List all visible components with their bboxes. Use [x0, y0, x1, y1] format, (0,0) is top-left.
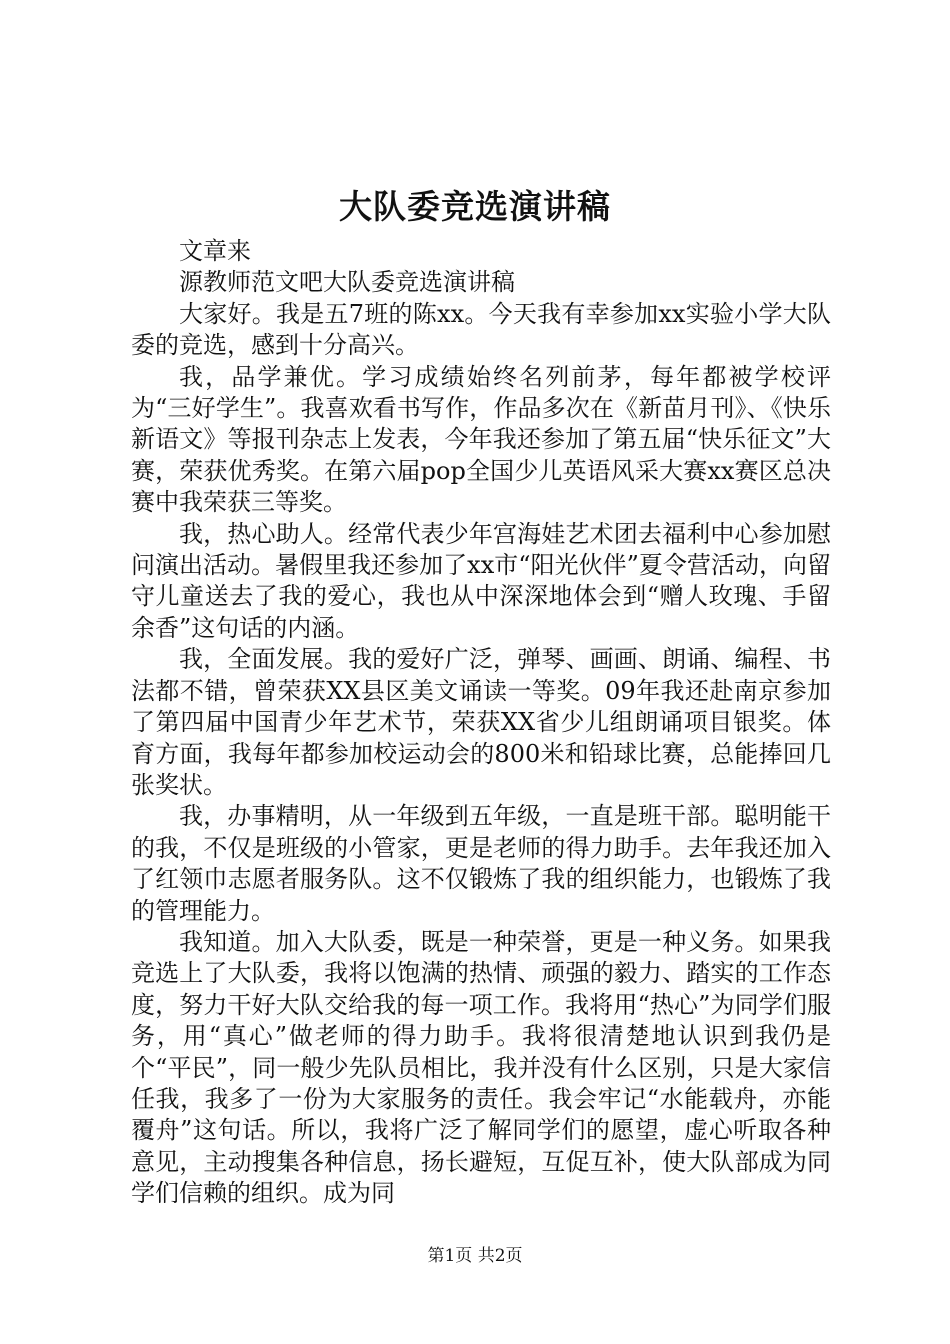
paragraph: 我，全面发展。我的爱好广泛，弹琴、画画、朗诵、编程、书法都不错，曾荣获XX县区美文诵读一等奖。09年我还赴南京参加了第四届中国青少年艺术节，荣获XX省少儿组朗诵项目银奖。体育方面，我每年都参加校运动会的800米和铅球比赛，总能捧回几张奖状。: [131, 645, 831, 799]
paragraph: 我，办事精明，从一年级到五年级，一直是班干部。聪明能干的我，不仅是班级的小管家，更是老师的得力助手。去年我还加入了红领巾志愿者服务队。这不仅锻炼了我的组织能力，也锻炼了我的管理能力。: [131, 802, 831, 925]
document-body: [131, 236, 831, 1210]
paragraph: 源教师范文吧大队委竞选演讲稿: [179, 268, 515, 297]
paragraph: 我知道。加入大队委，既是一种荣誉，更是一种义务。如果我竞选上了大队委，我将以饱满的热情、顽强的毅力、踏实的工作态度，努力干好大队交给我的每一项工作。我将用“热心”为同学们服务，用“真心”做老师的得力助手。我将很清楚地认识到我仍是个“平民”，同一般少先队员相比，我并没有什么区别，只是大家信任我，我多了一份为大家服务的责任。我会牢记“水能载舟，亦能覆舟”这句话。所以，我将广泛了解同学们的愿望，虚心听取各种意见，主动搜集各种信息，扬长避短，互促互补，使大队部成为同学们信赖的组织。成为同: [131, 927, 831, 1208]
paragraph: 大家好。我是五7班的陈xx。今天我有幸参加xx实验小学大队委的竞选，感到十分高兴。: [131, 299, 831, 360]
document-title: 大队委竞选演讲稿: [339, 187, 611, 226]
paragraph: 我，热心助人。经常代表少年宫海娃艺术团去福利中心参加慰问演出活动。暑假里我还参加了xx市“阳光伙伴”夏令营活动，向留守儿童送去了我的爱心，我也从中深深地体会到“赠人玫瑰、手留余香”这句话的内涵。: [131, 519, 831, 642]
paragraph: 文章来: [179, 237, 251, 265]
page-number-footer: 第1页 共2页: [427, 1246, 523, 1266]
paragraph: 我，品学兼优。学习成绩始终名列前茅，每年都被学校评为“三好学生”。我喜欢看书写作，作品多次在《新苗月刊》、《快乐新语文》等报刊杂志上发表，今年我还参加了第五届“快乐征文”大赛，荣获优秀奖。在第六届pop全国少儿英语风采大赛xx赛区总决赛中我荣获三等奖。: [131, 362, 831, 517]
